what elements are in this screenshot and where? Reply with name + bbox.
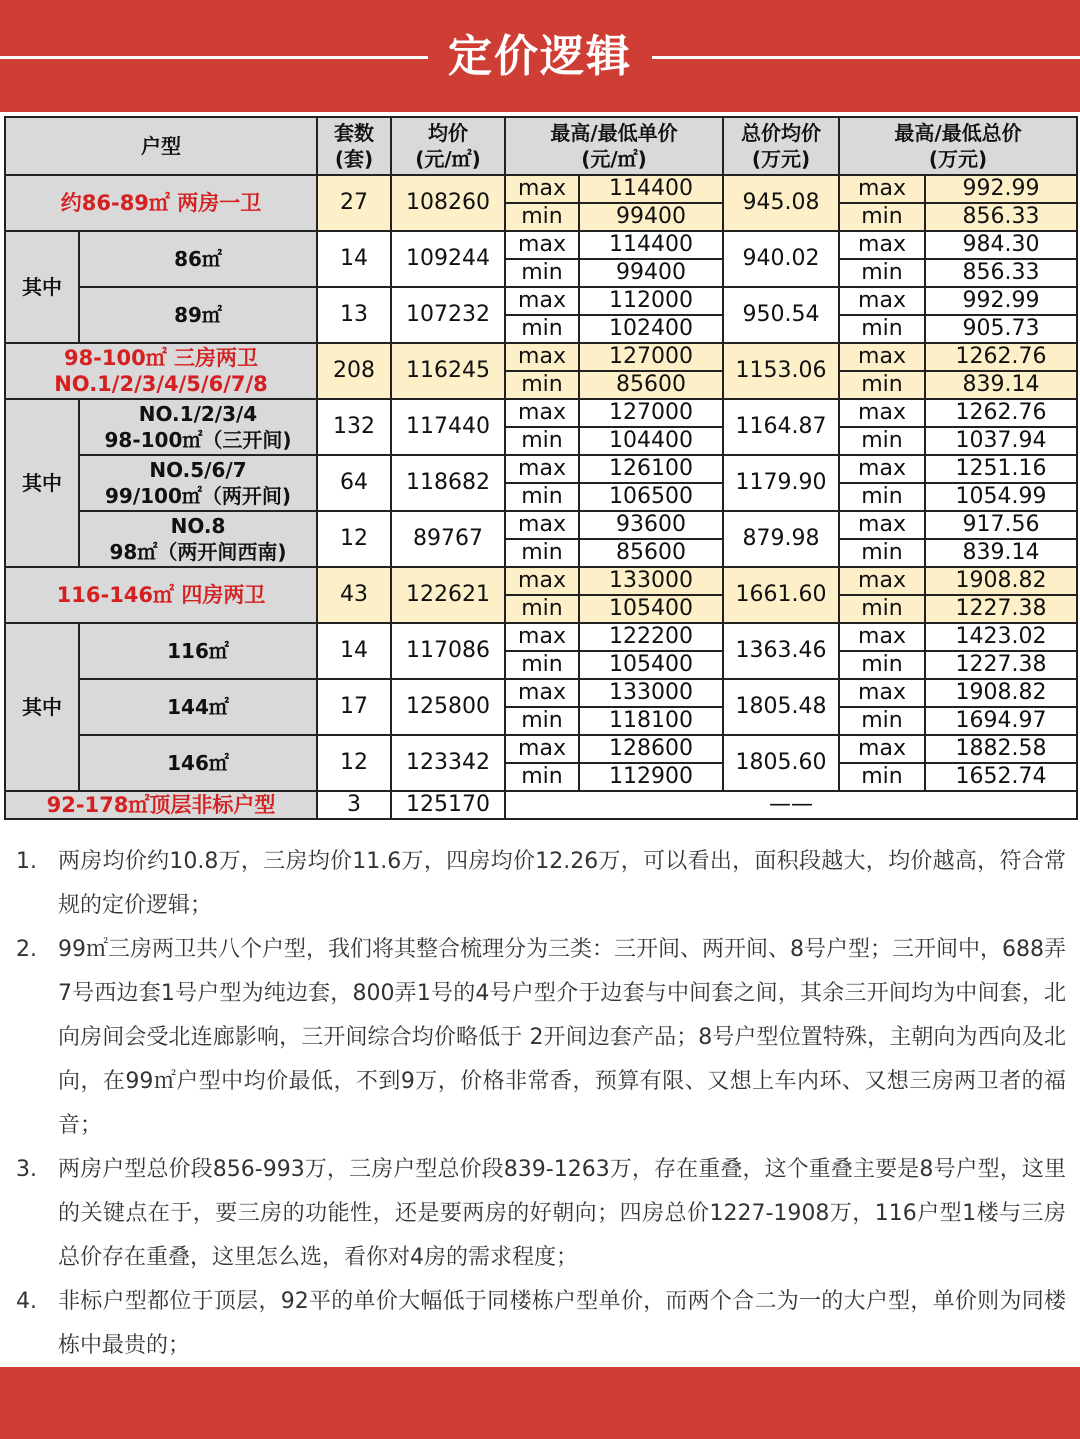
unit-max-cell: 114400 bbox=[579, 231, 723, 259]
table-row bbox=[5, 623, 1077, 651]
total-max-cell: 917.56 bbox=[925, 511, 1077, 539]
note-number: 3. bbox=[16, 1157, 37, 1182]
total-avg-cell: 1179.90 bbox=[723, 455, 839, 511]
unit-max-cell: 112000 bbox=[579, 287, 723, 315]
table-row bbox=[5, 567, 1077, 595]
avg-price-cell: 116245 bbox=[391, 343, 505, 399]
min-label: min bbox=[505, 707, 579, 735]
subtype-label: 89㎡ bbox=[79, 287, 317, 343]
count-cell: 12 bbox=[317, 511, 391, 567]
unit-min-cell: 99400 bbox=[579, 203, 723, 231]
min-label: min bbox=[839, 651, 925, 679]
table-row-nonstandard bbox=[5, 791, 1077, 819]
note-number: 1. bbox=[16, 849, 37, 874]
count-cell: 43 bbox=[317, 567, 391, 623]
min-label: min bbox=[839, 707, 925, 735]
total-avg-cell: 879.98 bbox=[723, 511, 839, 567]
total-max-cell: 1262.76 bbox=[925, 343, 1077, 371]
min-label: min bbox=[839, 763, 925, 791]
table-row bbox=[5, 399, 1077, 427]
min-label: min bbox=[839, 483, 925, 511]
total-avg-cell: 1164.87 bbox=[723, 399, 839, 455]
max-label: max bbox=[505, 231, 579, 259]
max-label: max bbox=[839, 287, 925, 315]
group-label: 其中 bbox=[5, 623, 79, 791]
header-divider-right bbox=[652, 56, 1080, 59]
max-label: max bbox=[839, 623, 925, 651]
avg-price-cell: 123342 bbox=[391, 735, 505, 791]
min-label: min bbox=[505, 203, 579, 231]
min-label: min bbox=[839, 315, 925, 343]
max-label: max bbox=[839, 735, 925, 763]
avg-price-cell: 125800 bbox=[391, 679, 505, 735]
avg-price-cell: 117086 bbox=[391, 623, 505, 679]
max-label: max bbox=[505, 399, 579, 427]
total-min-cell: 856.33 bbox=[925, 203, 1077, 231]
unit-max-cell: 114400 bbox=[579, 175, 723, 203]
note-text: 非标户型都位于顶层，92平的单价大幅低于同楼栋户型单价，而两个合二为一的大户型，单价则为同楼栋中最贵的； bbox=[58, 1289, 1066, 1358]
unit-min-cell: 85600 bbox=[579, 371, 723, 399]
min-label: min bbox=[839, 595, 925, 623]
page-header bbox=[0, 0, 1080, 112]
note-text: 99㎡三房两卫共八个户型，我们将其整合梳理分为三类：三开间、两开间、8号户型；三开间中，688弄7号西边套1号户型为纯边套，800弄1号的4号户型介于边套与中间套之间，其余三开间均为中间套，北向房间会受北连廊影响，三开间综合均价略低于 2开间边套产品；8号户型位置特殊，主朝向为西向及北向，在99㎡户型中均价最低，不到9万，价格非常香，预算有限、又想上车内环、又想三房两卫者的福音； bbox=[58, 937, 1066, 1138]
total-max-cell: 992.99 bbox=[925, 175, 1077, 203]
min-label: min bbox=[505, 371, 579, 399]
max-label: max bbox=[839, 567, 925, 595]
total-min-cell: 839.14 bbox=[925, 539, 1077, 567]
total-max-cell: 984.30 bbox=[925, 231, 1077, 259]
max-label: max bbox=[839, 511, 925, 539]
total-max-cell: 1908.82 bbox=[925, 679, 1077, 707]
unit-min-cell: 112900 bbox=[579, 763, 723, 791]
unit-max-cell: 122200 bbox=[579, 623, 723, 651]
avg-price-cell: 108260 bbox=[391, 175, 505, 231]
avg-price-cell: 89767 bbox=[391, 511, 505, 567]
unit-max-cell: 127000 bbox=[579, 343, 723, 371]
min-label: min bbox=[505, 259, 579, 287]
min-label: min bbox=[839, 371, 925, 399]
min-label: min bbox=[839, 203, 925, 231]
total-min-cell: 905.73 bbox=[925, 315, 1077, 343]
max-label: max bbox=[839, 455, 925, 483]
header-type: 户型 bbox=[5, 117, 317, 175]
category-label: 约86-89㎡ 两房一卫 bbox=[5, 175, 317, 231]
max-label: max bbox=[839, 679, 925, 707]
avg-price-cell: 122621 bbox=[391, 567, 505, 623]
total-avg-cell: 1805.48 bbox=[723, 679, 839, 735]
group-label: 其中 bbox=[5, 231, 79, 343]
avg-price-cell: 125170 bbox=[391, 791, 505, 819]
subtype-label: 146㎡ bbox=[79, 735, 317, 791]
header-total-range: 最高/最低总价 (万元) bbox=[839, 117, 1077, 175]
min-label: min bbox=[505, 427, 579, 455]
max-label: max bbox=[505, 343, 579, 371]
subtype-label: 86㎡ bbox=[79, 231, 317, 287]
page-title: 定价逻辑 bbox=[448, 31, 632, 82]
min-label: min bbox=[839, 259, 925, 287]
max-label: max bbox=[505, 623, 579, 651]
note-text: 两房户型总价段856-993万，三房户型总价段839-1263万，存在重叠，这个重叠主要是8号户型，这里的关键点在于，要三房的功能性，还是要两房的好朝向；四房总价1227-1908万，116户型1楼与三房总价存在重叠，这里怎么选，看你对4房的需求程度； bbox=[58, 1157, 1066, 1270]
max-label: max bbox=[505, 511, 579, 539]
min-label: min bbox=[505, 763, 579, 791]
subtype-label: NO.8 98㎡（两开间西南) bbox=[79, 511, 317, 567]
total-max-cell: 1423.02 bbox=[925, 623, 1077, 651]
count-cell: 27 bbox=[317, 175, 391, 231]
header-total-avg: 总价均价 (万元) bbox=[723, 117, 839, 175]
unit-max-cell: 128600 bbox=[579, 735, 723, 763]
count-cell: 132 bbox=[317, 399, 391, 455]
group-label: 其中 bbox=[5, 399, 79, 567]
avg-price-cell: 118682 bbox=[391, 455, 505, 511]
total-avg-cell: 1661.60 bbox=[723, 567, 839, 623]
min-label: min bbox=[505, 483, 579, 511]
min-label: min bbox=[839, 539, 925, 567]
total-min-cell: 1037.94 bbox=[925, 427, 1077, 455]
count-cell: 3 bbox=[317, 791, 391, 819]
unit-min-cell: 104400 bbox=[579, 427, 723, 455]
table-row bbox=[5, 287, 1077, 315]
header-unit-range: 最高/最低单价 (元/㎡) bbox=[505, 117, 723, 175]
table-row bbox=[5, 735, 1077, 763]
min-label: min bbox=[839, 427, 925, 455]
max-label: max bbox=[505, 679, 579, 707]
unit-min-cell: 99400 bbox=[579, 259, 723, 287]
pricing-table-wrapper bbox=[4, 116, 1076, 820]
subtype-label: 116㎡ bbox=[79, 623, 317, 679]
total-avg-cell: 1805.60 bbox=[723, 735, 839, 791]
total-max-cell: 1251.16 bbox=[925, 455, 1077, 483]
subtype-label: NO.1/2/3/4 98-100㎡（三开间) bbox=[79, 399, 317, 455]
count-cell: 14 bbox=[317, 231, 391, 287]
max-label: max bbox=[839, 231, 925, 259]
count-cell: 64 bbox=[317, 455, 391, 511]
header-divider-left bbox=[0, 56, 428, 59]
unit-min-cell: 118100 bbox=[579, 707, 723, 735]
pricing-table bbox=[4, 116, 1078, 820]
min-label: min bbox=[505, 539, 579, 567]
unit-min-cell: 105400 bbox=[579, 651, 723, 679]
page-footer bbox=[0, 1367, 1080, 1439]
max-label: max bbox=[505, 455, 579, 483]
subtype-label: 144㎡ bbox=[79, 679, 317, 735]
table-row bbox=[5, 343, 1077, 371]
count-cell: 14 bbox=[317, 623, 391, 679]
note-item bbox=[16, 840, 1066, 928]
total-min-cell: 1652.74 bbox=[925, 763, 1077, 791]
not-applicable-cell: —— bbox=[505, 791, 1077, 819]
category-label: 92-178㎡顶层非标户型 bbox=[5, 791, 317, 819]
max-label: max bbox=[505, 287, 579, 315]
unit-max-cell: 126100 bbox=[579, 455, 723, 483]
unit-min-cell: 102400 bbox=[579, 315, 723, 343]
unit-min-cell: 85600 bbox=[579, 539, 723, 567]
max-label: max bbox=[839, 399, 925, 427]
table-row bbox=[5, 175, 1077, 203]
total-max-cell: 1882.58 bbox=[925, 735, 1077, 763]
unit-max-cell: 93600 bbox=[579, 511, 723, 539]
total-min-cell: 1227.38 bbox=[925, 595, 1077, 623]
count-cell: 13 bbox=[317, 287, 391, 343]
note-item bbox=[16, 1280, 1066, 1368]
total-min-cell: 1227.38 bbox=[925, 651, 1077, 679]
total-max-cell: 1262.76 bbox=[925, 399, 1077, 427]
total-max-cell: 992.99 bbox=[925, 287, 1077, 315]
total-avg-cell: 1153.06 bbox=[723, 343, 839, 399]
total-min-cell: 1694.97 bbox=[925, 707, 1077, 735]
max-label: max bbox=[505, 735, 579, 763]
unit-min-cell: 105400 bbox=[579, 595, 723, 623]
total-max-cell: 1908.82 bbox=[925, 567, 1077, 595]
table-row bbox=[5, 679, 1077, 707]
table-body bbox=[5, 175, 1077, 819]
table-row bbox=[5, 455, 1077, 483]
table-row bbox=[5, 511, 1077, 539]
avg-price-cell: 107232 bbox=[391, 287, 505, 343]
count-cell: 17 bbox=[317, 679, 391, 735]
total-avg-cell: 1363.46 bbox=[723, 623, 839, 679]
header-avg: 均价 (元/㎡) bbox=[391, 117, 505, 175]
max-label: max bbox=[505, 567, 579, 595]
subtype-label: NO.5/6/7 99/100㎡（两开间) bbox=[79, 455, 317, 511]
count-cell: 12 bbox=[317, 735, 391, 791]
category-label: 116-146㎡ 四房两卫 bbox=[5, 567, 317, 623]
total-avg-cell: 945.08 bbox=[723, 175, 839, 231]
avg-price-cell: 117440 bbox=[391, 399, 505, 455]
min-label: min bbox=[505, 651, 579, 679]
unit-min-cell: 106500 bbox=[579, 483, 723, 511]
note-item bbox=[16, 1148, 1066, 1280]
category-label: 98-100㎡ 三房两卫 NO.1/2/3/4/5/6/7/8 bbox=[5, 343, 317, 399]
total-avg-cell: 940.02 bbox=[723, 231, 839, 287]
total-min-cell: 839.14 bbox=[925, 371, 1077, 399]
max-label: max bbox=[505, 175, 579, 203]
unit-max-cell: 127000 bbox=[579, 399, 723, 427]
avg-price-cell: 109244 bbox=[391, 231, 505, 287]
count-cell: 208 bbox=[317, 343, 391, 399]
header-count: 套数 (套) bbox=[317, 117, 391, 175]
total-min-cell: 856.33 bbox=[925, 259, 1077, 287]
note-number: 2. bbox=[16, 937, 37, 962]
unit-max-cell: 133000 bbox=[579, 679, 723, 707]
total-avg-cell: 950.54 bbox=[723, 287, 839, 343]
total-min-cell: 1054.99 bbox=[925, 483, 1077, 511]
max-label: max bbox=[839, 175, 925, 203]
notes-list bbox=[16, 840, 1066, 1368]
min-label: min bbox=[505, 315, 579, 343]
table-row bbox=[5, 231, 1077, 259]
note-item bbox=[16, 928, 1066, 1148]
note-text: 两房均价约10.8万，三房均价11.6万，四房均价12.26万，可以看出，面积段越大，均价越高，符合常规的定价逻辑； bbox=[58, 849, 1066, 918]
min-label: min bbox=[505, 595, 579, 623]
max-label: max bbox=[839, 343, 925, 371]
unit-max-cell: 133000 bbox=[579, 567, 723, 595]
note-number: 4. bbox=[16, 1289, 37, 1314]
